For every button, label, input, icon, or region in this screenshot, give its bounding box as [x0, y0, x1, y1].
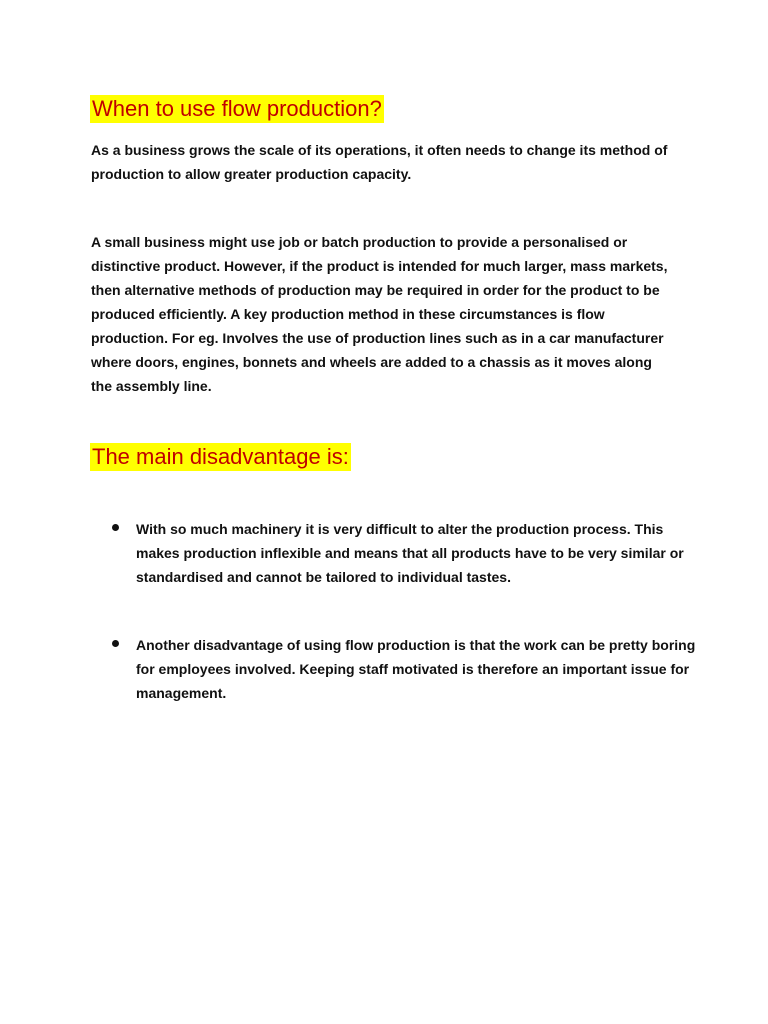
- paragraph-flow-production-explanation: A small business might use job or batch production to provide a personalised or distinctive product. However, if the product is intended for much larger, mass markets, then alternative methods of production may be required in order for the product to be produced efficiently. A key production method in these circumstances is flow production. For eg. Involves the use of production lines such as in a car manufacturer where doors, engines, bonnets and wheels are added to a chassis as it moves along the assembly line.: [91, 234, 668, 394]
- bullet-text: With so much machinery it is very difficult to alter the production process. This makes production inflexible and means that all products have to be very similar or standardised and cannot be tailored to individual tastes.: [136, 521, 684, 585]
- paragraph-intro: As a business grows the scale of its operations, it often needs to change its method of production to allow greater production capacity.: [91, 142, 668, 182]
- heading-when-to-use-flow-production: When to use flow production?: [92, 96, 382, 121]
- bullet-text: Another disadvantage of using flow production is that the work can be pretty boring for employees involved. Keeping staff motivated is therefore an important issue for management.: [136, 637, 696, 701]
- heading-main-disadvantage: The main disadvantage is:: [92, 444, 349, 469]
- bullet-dot-icon: [112, 524, 119, 531]
- bullet-dot-icon: [112, 640, 119, 647]
